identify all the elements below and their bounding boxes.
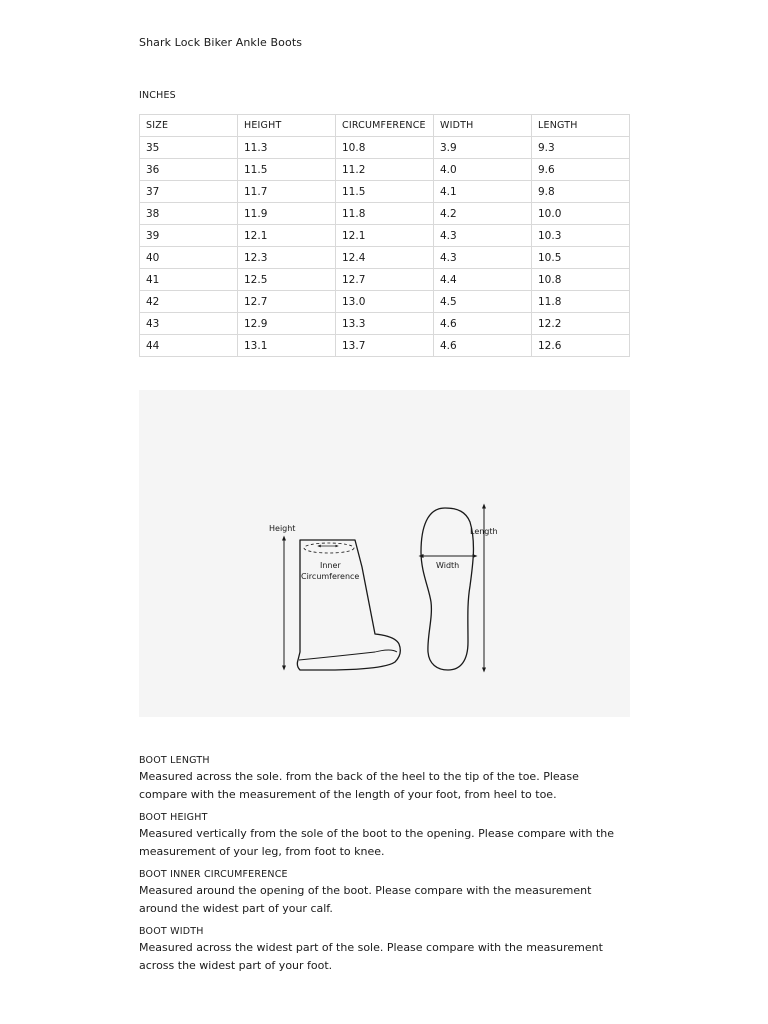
cell-circumference: 11.2 xyxy=(336,159,434,181)
table-row xyxy=(140,225,630,247)
description-heading: BOOT LENGTH xyxy=(139,755,210,766)
cell-height: 11.3 xyxy=(238,137,336,159)
description-heading: BOOT INNER CIRCUMFERENCE xyxy=(139,869,288,880)
cell-circumference: 13.3 xyxy=(336,313,434,335)
cell-length: 10.8 xyxy=(532,269,630,291)
cell-height: 12.5 xyxy=(238,269,336,291)
boot-length-description xyxy=(139,754,630,804)
cell-width: 4.3 xyxy=(434,247,532,269)
table-row xyxy=(140,313,630,335)
cell-width: 4.6 xyxy=(434,335,532,357)
cell-height: 12.9 xyxy=(238,313,336,335)
column-header-circumference: CIRCUMFERENCE xyxy=(336,115,434,137)
cell-length: 10.5 xyxy=(532,247,630,269)
cell-length: 11.8 xyxy=(532,291,630,313)
table-row xyxy=(140,159,630,181)
cell-height: 13.1 xyxy=(238,335,336,357)
cell-height: 11.9 xyxy=(238,203,336,225)
cell-size: 44 xyxy=(140,335,238,357)
length-label: Length xyxy=(470,527,498,536)
product-title: Shark Lock Biker Ankle Boots xyxy=(139,36,303,49)
cell-circumference: 11.8 xyxy=(336,203,434,225)
cell-size: 42 xyxy=(140,291,238,313)
table-row xyxy=(140,247,630,269)
cell-size: 41 xyxy=(140,269,238,291)
description-heading: BOOT HEIGHT xyxy=(139,812,208,823)
cell-circumference: 12.7 xyxy=(336,269,434,291)
measurement-descriptions xyxy=(139,754,630,982)
cell-height: 12.7 xyxy=(238,291,336,313)
table-body xyxy=(140,137,630,357)
table-row xyxy=(140,291,630,313)
cell-length: 12.2 xyxy=(532,313,630,335)
cell-circumference: 12.1 xyxy=(336,225,434,247)
cell-width: 4.5 xyxy=(434,291,532,313)
circumference-label: Circumference xyxy=(301,572,360,581)
boot-width-description xyxy=(139,925,630,975)
cell-circumference: 12.4 xyxy=(336,247,434,269)
table-header-row xyxy=(140,115,630,137)
cell-width: 4.1 xyxy=(434,181,532,203)
boot-height-description xyxy=(139,811,630,861)
description-body: Measured across the sole. from the back of the heel to the tip of the toe. Please compare with the measurement of the length of your foot, from heel to toe. xyxy=(139,770,579,801)
table-row xyxy=(140,137,630,159)
cell-circumference: 13.0 xyxy=(336,291,434,313)
table-row xyxy=(140,335,630,357)
cell-circumference: 10.8 xyxy=(336,137,434,159)
table-row xyxy=(140,203,630,225)
unit-label: INCHES xyxy=(139,90,176,101)
cell-circumference: 11.5 xyxy=(336,181,434,203)
cell-length: 9.8 xyxy=(532,181,630,203)
cell-length: 9.6 xyxy=(532,159,630,181)
cell-circumference: 13.7 xyxy=(336,335,434,357)
boot-sole-line xyxy=(299,650,397,660)
description-body: Measured vertically from the sole of the boot to the opening. Please compare with the measurement of your leg, from foot to knee. xyxy=(139,827,615,858)
cell-width: 4.2 xyxy=(434,203,532,225)
cell-width: 4.4 xyxy=(434,269,532,291)
sole-top-view xyxy=(421,506,498,670)
cell-width: 4.0 xyxy=(434,159,532,181)
cell-length: 10.0 xyxy=(532,203,630,225)
size-table xyxy=(139,114,630,357)
cell-size: 40 xyxy=(140,247,238,269)
measurement-diagram xyxy=(139,390,630,717)
cell-length: 9.3 xyxy=(532,137,630,159)
column-header-size: SIZE xyxy=(140,115,238,137)
cell-width: 3.9 xyxy=(434,137,532,159)
table-row xyxy=(140,269,630,291)
boot-side-view xyxy=(269,524,400,670)
cell-size: 38 xyxy=(140,203,238,225)
cell-height: 12.3 xyxy=(238,247,336,269)
cell-size: 39 xyxy=(140,225,238,247)
inner-label: Inner xyxy=(320,561,341,570)
cell-size: 37 xyxy=(140,181,238,203)
cell-height: 11.7 xyxy=(238,181,336,203)
column-header-length: LENGTH xyxy=(532,115,630,137)
description-heading: BOOT WIDTH xyxy=(139,926,204,937)
width-label: Width xyxy=(436,561,460,570)
cell-size: 43 xyxy=(140,313,238,335)
column-header-height: HEIGHT xyxy=(238,115,336,137)
cell-length: 12.6 xyxy=(532,335,630,357)
cell-size: 35 xyxy=(140,137,238,159)
cell-length: 10.3 xyxy=(532,225,630,247)
inner-circumference-dashes xyxy=(304,543,354,553)
sole-outline xyxy=(421,508,473,670)
cell-width: 4.3 xyxy=(434,225,532,247)
cell-height: 12.1 xyxy=(238,225,336,247)
column-header-width: WIDTH xyxy=(434,115,532,137)
height-label: Height xyxy=(269,524,296,533)
description-body: Measured around the opening of the boot. Please compare with the measurement around the widest part of your calf. xyxy=(139,884,592,915)
table-row xyxy=(140,181,630,203)
cell-size: 36 xyxy=(140,159,238,181)
description-body: Measured across the widest part of the sole. Please compare with the measurement across the widest part of your foot. xyxy=(139,941,603,972)
boot-diagram-svg xyxy=(139,390,630,717)
cell-height: 11.5 xyxy=(238,159,336,181)
boot-inner-circumference-description xyxy=(139,868,630,918)
cell-width: 4.6 xyxy=(434,313,532,335)
